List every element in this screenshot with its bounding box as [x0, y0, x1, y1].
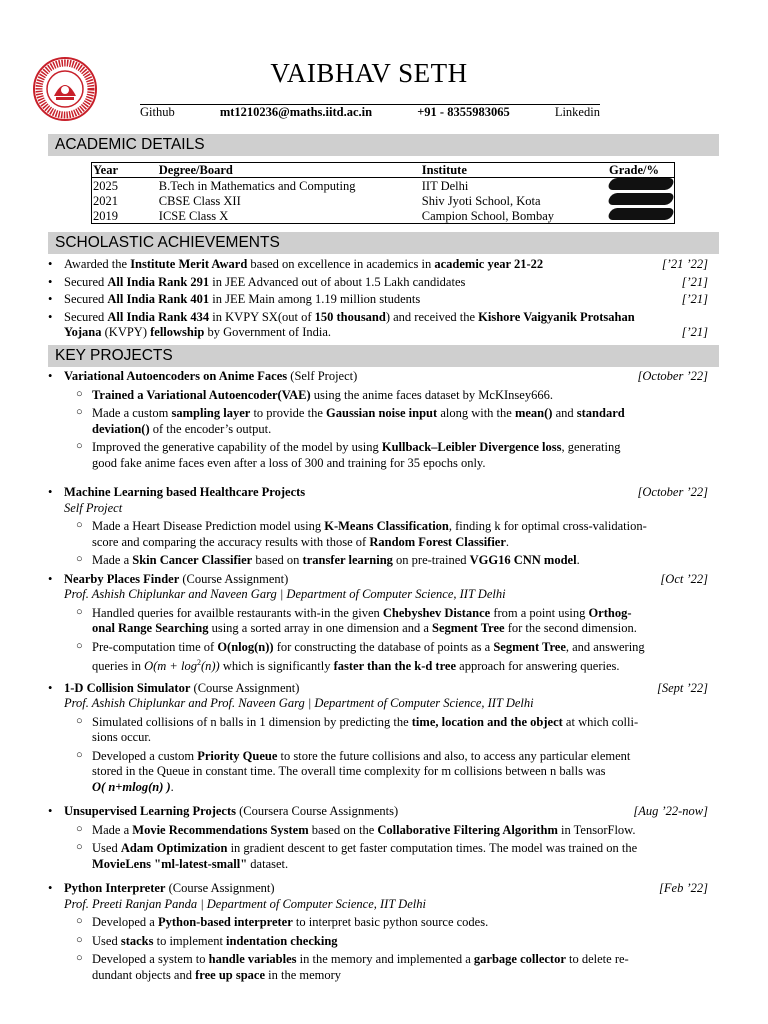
table-cell: ICSE Class X: [158, 208, 229, 223]
table-header: Institute: [421, 163, 608, 178]
table-header: Year: [92, 163, 158, 178]
list-item: ○ Made a Movie Recommendations System based on the Collaborative Filtering Algorithm in TensorFlow.: [76, 822, 636, 837]
circle-bullet-icon: ○: [76, 841, 83, 854]
project-title: Nearby Places Finder: [64, 571, 180, 586]
table-row: [92, 193, 675, 208]
phone-number: +91 - 8355983065: [417, 105, 510, 119]
item-date: [Sept ’22]: [656, 680, 708, 695]
list-item: ○ Used stacks to implement indentation checking: [76, 933, 338, 948]
item-date: [October ’22]: [637, 485, 708, 499]
candidate-name: VAIBHAV SETH: [270, 58, 468, 88]
github-link[interactable]: Github: [140, 105, 175, 119]
item-date: [Aug ’22-now]: [633, 804, 708, 819]
list-item: ○ Developed a system to handle variables in the memory and implemented a garbage collector to delete re- dundant objects and free up space in the memory: [76, 952, 629, 982]
circle-bullet-icon: ○: [76, 915, 83, 928]
circle-bullet-icon: ○: [76, 714, 83, 727]
list-item: • Awarded the Institute Merit Award based on excellence in academics in academic year 21-22 [’21 ’22]: [48, 257, 708, 271]
list-item: ○ Used Adam Optimization in gradient descent to get faster computation times. The model was trained on the MovieLens "ml-latest-small" dataset.: [76, 841, 638, 871]
project-healthcare: [40, 485, 720, 501]
list-item: ○ Improved the generative capability of the model by using Kullback–Leibler Divergence loss, generating good fake anime faces even after a loss of 300 and training for 35 epochs only.: [76, 440, 621, 470]
list-item: ○ Handled queries for availble restaurants with-in the given Chebyshev Distance from a point using Orthog- onal Range Searching using a sorted array in one dimension and a Segment Tree for the second dimension.: [76, 605, 637, 635]
project-title: Machine Learning based Healthcare Projects: [64, 485, 306, 499]
item-date: [’21]: [681, 292, 708, 306]
projects-list: [40, 369, 720, 983]
table-cell: IIT Delhi: [421, 178, 469, 193]
item-date: [October ’22]: [637, 369, 708, 383]
circle-bullet-icon: ○: [76, 553, 83, 565]
list-item: ○ Trained a Variational Autoencoder(VAE) using the anime faces dataset by McKInsey666.: [76, 387, 553, 402]
table-header: Degree/Board: [158, 163, 421, 178]
table-row: [92, 178, 675, 194]
bullet-icon: •: [48, 881, 53, 896]
item-date: [’21 ’22]: [661, 257, 708, 271]
project-title: Variational Autoencoders on Anime Faces: [64, 369, 288, 383]
table-cell: 2019: [93, 208, 118, 223]
circle-bullet-icon: ○: [76, 387, 83, 400]
list-item: ○ Pre-computation time of O(nlog(n)) for constructing the database of points as a Segment Tree, and answering queries in $O(m + \log^2(n))$ which is significantly faster than the k-d tree approach for answering queries.: [76, 639, 645, 674]
item-date: [Feb ’22]: [659, 881, 708, 896]
circle-bullet-icon: ○: [76, 952, 83, 965]
table-cell: CBSE Class XII: [158, 193, 241, 208]
redacted-grade: [608, 178, 675, 194]
project-collision-simulator: • 1-D Collision Simulator (Course Assignment) [Sept ’22]: [48, 680, 708, 695]
email-link[interactable]: mt1210236@maths.iitd.ac.in: [219, 105, 373, 119]
section-scholastic-achievements: SCHOLASTIC ACHIEVEMENTS: [48, 232, 719, 254]
contact-bar: [140, 104, 600, 120]
circle-bullet-icon: ○: [76, 933, 83, 946]
circle-bullet-icon: ○: [76, 748, 83, 761]
project-title: Unsupervised Learning Projects: [64, 804, 236, 819]
circle-bullet-icon: ○: [76, 822, 83, 835]
table-cell: 2021: [93, 193, 118, 208]
item-date: [’21]: [681, 274, 708, 289]
list-item: ○ Made a Skin Cancer Classifier based on transfer learning on pre-trained VGG16 CNN model.: [76, 553, 580, 567]
project-subtitle: Prof. Preeti Ranjan Panda | Department of Computer Science, IIT Delhi: [64, 896, 426, 911]
project-subtitle: Prof. Ashish Chiplunkar and Prof. Naveen Garg | Department of Computer Science, IIT Delhi: [64, 696, 534, 711]
circle-bullet-icon: ○: [76, 605, 83, 618]
item-date: [’21]: [681, 325, 708, 339]
table-row: [92, 208, 675, 224]
project-vae: • Variational Autoencoders on Anime Faces (Self Project) [October ’22]: [48, 369, 708, 383]
bullet-icon: •: [48, 309, 53, 324]
list-item: ○ Developed a custom Priority Queue to store the future collisions and also, to access any particular element stored in the Queue in constant time. The overall time complexity for m collisions between n balls was O( n+mlog(n) ).: [76, 748, 631, 794]
bullet-icon: •: [48, 680, 53, 695]
bullet-icon: •: [48, 485, 53, 499]
circle-bullet-icon: ○: [76, 639, 83, 652]
bullet-icon: •: [48, 571, 53, 586]
project-unsupervised-learning: • Unsupervised Learning Projects (Coursera Course Assignments) [Aug ’22-now]: [48, 804, 708, 819]
list-item: ○ Made a Heart Disease Prediction model using K-Means Classification, finding k for optimal cross-validation- score and comparing the accuracy results with those of Random Forest Classifier.: [76, 519, 647, 549]
circle-bullet-icon: ○: [76, 440, 83, 452]
linkedin-link[interactable]: Linkedin: [554, 105, 600, 119]
table-cell: Campion School, Bombay: [421, 208, 555, 223]
table-header: Grade/%: [608, 163, 675, 178]
table-cell: 2025: [93, 178, 118, 193]
circle-bullet-icon: ○: [76, 406, 83, 418]
project-title: 1-D Collision Simulator: [64, 680, 191, 695]
achievements-list: [40, 257, 720, 341]
table-header-row: [92, 163, 675, 178]
list-item: ○ Developed a Python-based interpreter to interpret basic python source codes.: [76, 915, 489, 930]
section-key-projects: KEY PROJECTS: [48, 345, 719, 367]
list-item: • Secured All India Rank 434 in KVPY SX(out of 150 thousand) and received the Kishore Vaigyanik Protsahan Yojana (KVPY) fellowship by Government of India. [’21]: [48, 309, 708, 339]
list-item: • Secured All India Rank 291 in JEE Advanced out of about 1.5 Lakh candidates [’21]: [48, 274, 708, 289]
bullet-icon: •: [48, 257, 53, 271]
project-subtitle: Self Project: [64, 500, 123, 515]
bullet-icon: •: [48, 292, 53, 306]
bullet-icon: •: [48, 804, 53, 819]
circle-bullet-icon: ○: [76, 519, 83, 531]
iit-delhi-logo: [32, 56, 98, 122]
bullet-icon: •: [48, 274, 53, 289]
section-academic-details: ACADEMIC DETAILS: [48, 134, 719, 156]
list-item: • Secured All India Rank 401 in JEE Main among 1.19 million students [’21]: [48, 292, 708, 306]
list-item: ○ Simulated collisions of n balls in 1 dimension by predicting the time, location and the object at which colli- sions occur.: [76, 714, 639, 745]
project-python-interpreter: • Python Interpreter (Course Assignment) [Feb ’22]: [48, 881, 708, 896]
table-cell: Shiv Jyoti School, Kota: [421, 193, 541, 208]
redacted-grade: [608, 208, 675, 224]
item-date: [Oct ’22]: [660, 571, 708, 586]
project-nearby-places: • Nearby Places Finder (Course Assignment) [Oct ’22]: [48, 571, 708, 586]
bullet-icon: •: [48, 369, 53, 383]
project-subtitle: Prof. Ashish Chiplunkar and Naveen Garg | Department of Computer Science, IIT Delhi: [64, 587, 506, 601]
list-item: ○ Made a custom sampling layer to provide the Gaussian noise input along with the mean() and standard deviation() of the encoder’s output.: [76, 406, 625, 436]
project-title: Python Interpreter: [64, 881, 166, 896]
table-cell: B.Tech in Mathematics and Computing: [158, 178, 356, 193]
redacted-grade: [608, 193, 675, 208]
academic-table: [91, 162, 675, 224]
